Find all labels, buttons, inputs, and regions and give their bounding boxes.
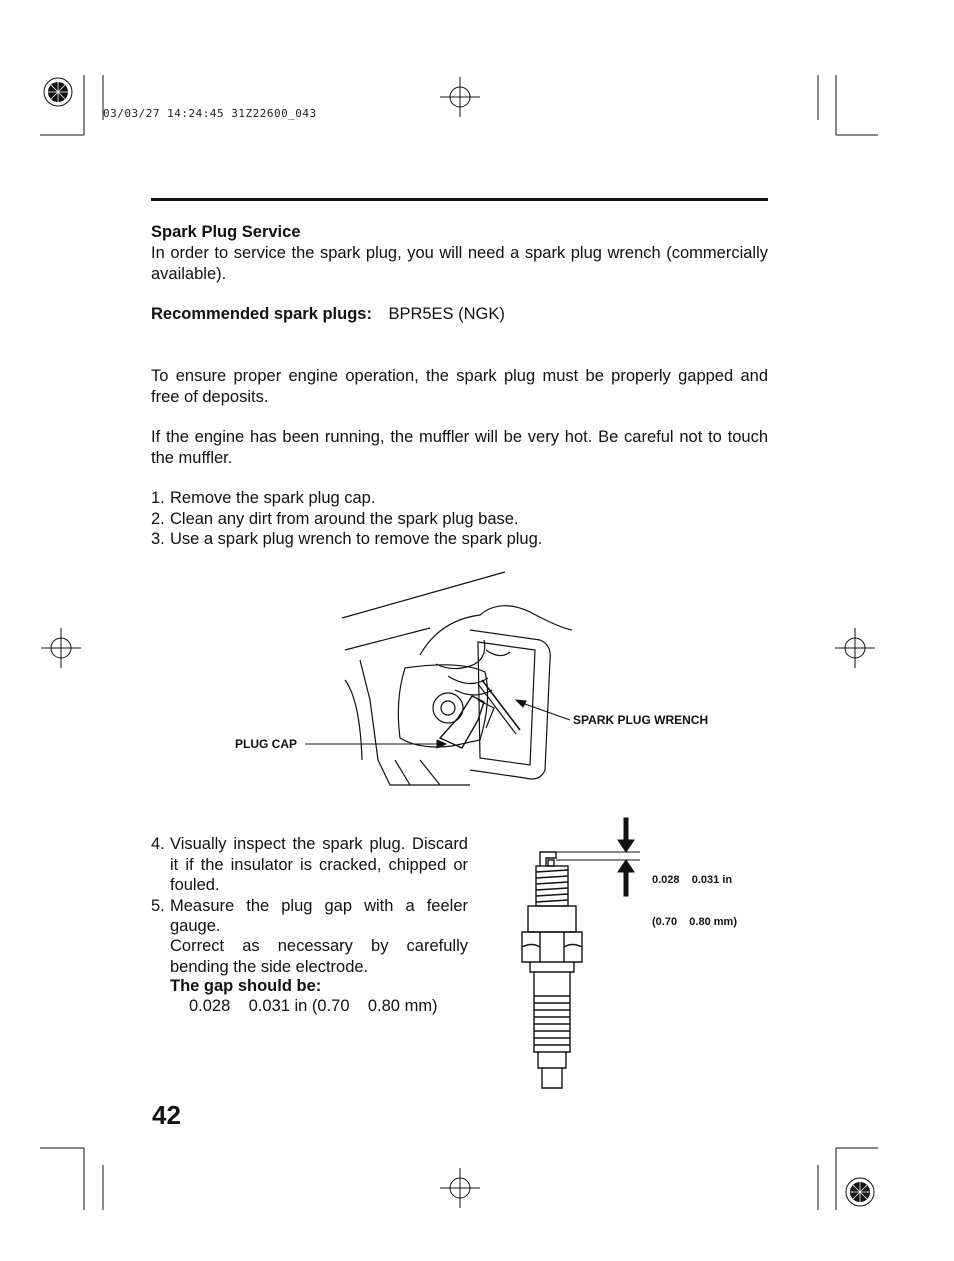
step5-correction: Correct as necessary by carefully bending the side electrode. <box>170 937 468 976</box>
intro-paragraph: In order to service the spark plug, you will need a spark plug wrench (commercially available). <box>151 244 768 283</box>
list-item: 4. Visually inspect the spark plug. Discard it if the insulator is cracked, chipped or fouled. <box>151 835 468 894</box>
label-spark-plug-wrench: SPARK PLUG WRENCH <box>573 713 709 727</box>
recommended-value: BPR5ES (NGK) <box>388 305 505 323</box>
paragraph-gap: To ensure proper engine operation, the spark plug must be properly gapped and free of deposits. <box>151 367 768 406</box>
gap-value: 0.028 0.031 in (0.70 0.80 mm) <box>189 997 438 1015</box>
gap-dimension-inch: 0.028 0.031 in <box>652 874 733 886</box>
list-item: 3. Use a spark plug wrench to remove the spark plug. <box>151 530 543 548</box>
gap-dimension-label <box>652 845 737 943</box>
section-title: Spark Plug Service <box>151 223 301 241</box>
recommended-label: Recommended spark plugs: <box>151 305 372 323</box>
list-item: 2. Clean any dirt from around the spark plug base. <box>151 509 519 528</box>
list-item: 1. Remove the spark plug cap. <box>151 489 376 507</box>
paragraph-muffler-warning: If the engine has been running, the muffler will be very hot. Be careful not to touch the muffler. <box>151 428 768 467</box>
list-item: 5. Measure the plug gap with a feeler gauge. <box>151 896 468 935</box>
gap-label: The gap should be: <box>170 977 322 995</box>
gap-dimension-mm: (0.70 0.80 mm) <box>652 916 737 928</box>
print-stamp: 03/03/27 14:24:45 31Z22600_043 <box>103 107 317 120</box>
page-number: 42 <box>152 1100 181 1130</box>
label-plug-cap: PLUG CAP <box>235 737 298 751</box>
